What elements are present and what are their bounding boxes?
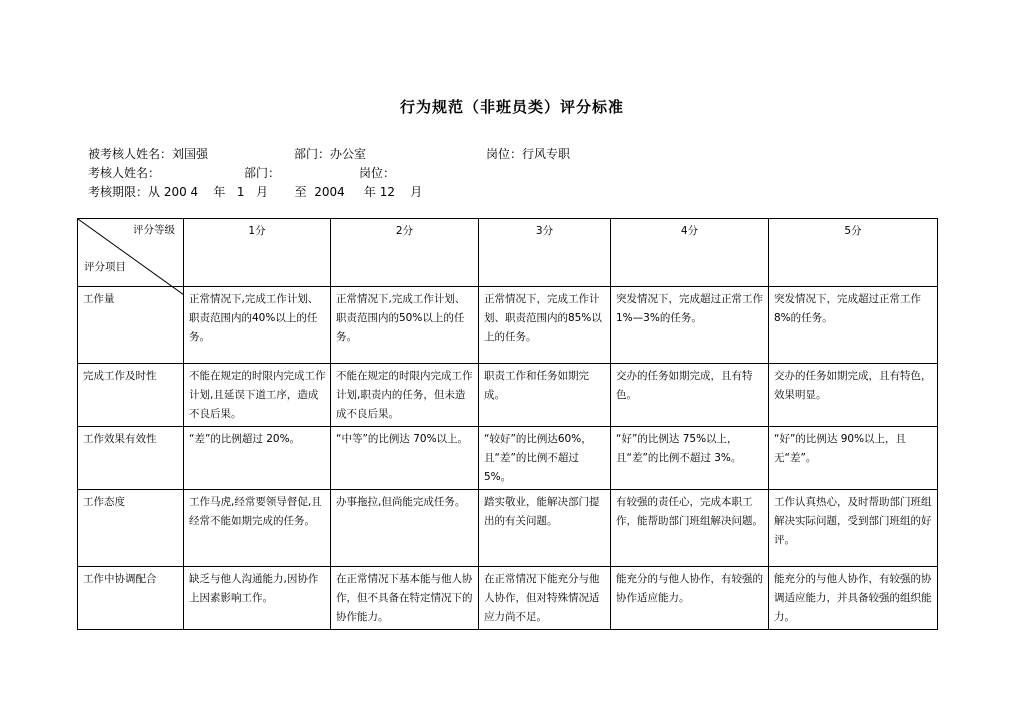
table-cell: 不能在规定的时限内完成工作计划,职责内的任务，但未造成不良后果。 [331, 364, 479, 427]
table-cell: 不能在规定的时限内完成工作计划,且延误下道工序，造成不良后果。 [184, 364, 331, 427]
row-item-label: 工作态度 [78, 490, 184, 567]
header-score-1: 1分 [184, 219, 331, 287]
table-cell: 工作认真热心，及时帮助部门班组解决实际问题，受到部门班组的好评。 [769, 490, 938, 567]
table-cell: 能充分的与他人协作，有较强的协作适应能力。 [611, 567, 769, 630]
table-cell: “好”的比例达 75%以上，且“差”的比例不超过 3%。 [611, 427, 769, 490]
table-cell: 在正常情况下能充分与他人协作，但对特殊情况适应力尚不足。 [479, 567, 611, 630]
table-cell: 交办的任务如期完成，且有特色。 [611, 364, 769, 427]
table-cell: 缺乏与他人沟通能力,因协作上因素影响工作。 [184, 567, 331, 630]
table-cell: 办事拖拉,但尚能完成任务。 [331, 490, 479, 567]
table-row [78, 490, 938, 567]
corner-label-item: 评分项目 [84, 261, 126, 273]
assessment-period: 考核期限：从 200 4 年 1 月 至 2004 年 12 月 [88, 185, 423, 199]
table-cell: 能充分的与他人协作，有较强的协调适应能力，并具备较强的组织能力。 [769, 567, 938, 630]
assessee-dept: 部门：办公室 [294, 147, 367, 161]
table-cell: “中等”的比例达 70%以上。 [331, 427, 479, 490]
table-cell: 踏实敬业，能解决部门提出的有关问题。 [479, 490, 611, 567]
row-item-label: 工作中协调配合 [78, 567, 184, 630]
row-item-label: 工作量 [78, 287, 184, 364]
assessee-name: 被考核人姓名：刘国强 [88, 147, 209, 161]
table-cell: 正常情况下,完成工作计划、职责范围内的40%以上的任务。 [184, 287, 331, 364]
assessee-post: 岗位：行风专职 [486, 147, 571, 161]
table-row [78, 567, 938, 630]
assessor-name: 考核人姓名： [88, 166, 161, 180]
table-cell: 突发情况下，完成超过正常工作8%的任务。 [769, 287, 938, 364]
table-cell: 职责工作和任务如期完成。 [479, 364, 611, 427]
header-score-5: 5分 [769, 219, 938, 287]
header-score-3: 3分 [479, 219, 611, 287]
table-cell: 交办的任务如期完成，且有特色，效果明显。 [769, 364, 938, 427]
row-item-label: 工作效果有效性 [78, 427, 184, 490]
assessor-dept: 部门： [244, 166, 281, 180]
table-cell: 正常情况下,完成工作计划、职责范围内的50%以上的任务。 [331, 287, 479, 364]
header-score-2: 2分 [331, 219, 479, 287]
document-title: 行为规范（非班员类）评分标准 [399, 98, 624, 116]
scoring-table [77, 218, 938, 630]
table-cell: 在正常情况下基本能与他人协作，但不具备在特定情况下的协作能力。 [331, 567, 479, 630]
table-cell: “差”的比例超过 20%。 [184, 427, 331, 490]
table-row [78, 287, 938, 364]
header-row [78, 219, 938, 287]
header-score-4: 4分 [611, 219, 769, 287]
corner-label-grade: 评分等级 [133, 224, 175, 236]
table-cell: “较好”的比例达60%，且“差”的比例不超过 5%。 [479, 427, 611, 490]
table-cell: 突发情况下，完成超过正常工作1%—3%的任务。 [611, 287, 769, 364]
row-item-label: 完成工作及时性 [78, 364, 184, 427]
corner-header-cell [78, 219, 184, 287]
assessor-post: 岗位： [359, 166, 396, 180]
table-row [78, 427, 938, 490]
table-cell: 正常情况下，完成工作计划、职责范围内的85%以上的任务。 [479, 287, 611, 364]
table-cell: “好”的比例达 90%以上，且无“差”。 [769, 427, 938, 490]
table-cell: 有较强的责任心，完成本职工作，能帮助部门班组解决问题。 [611, 490, 769, 567]
table-cell: 工作马虎,经常要领导督促,且经常不能如期完成的任务。 [184, 490, 331, 567]
table-row [78, 364, 938, 427]
